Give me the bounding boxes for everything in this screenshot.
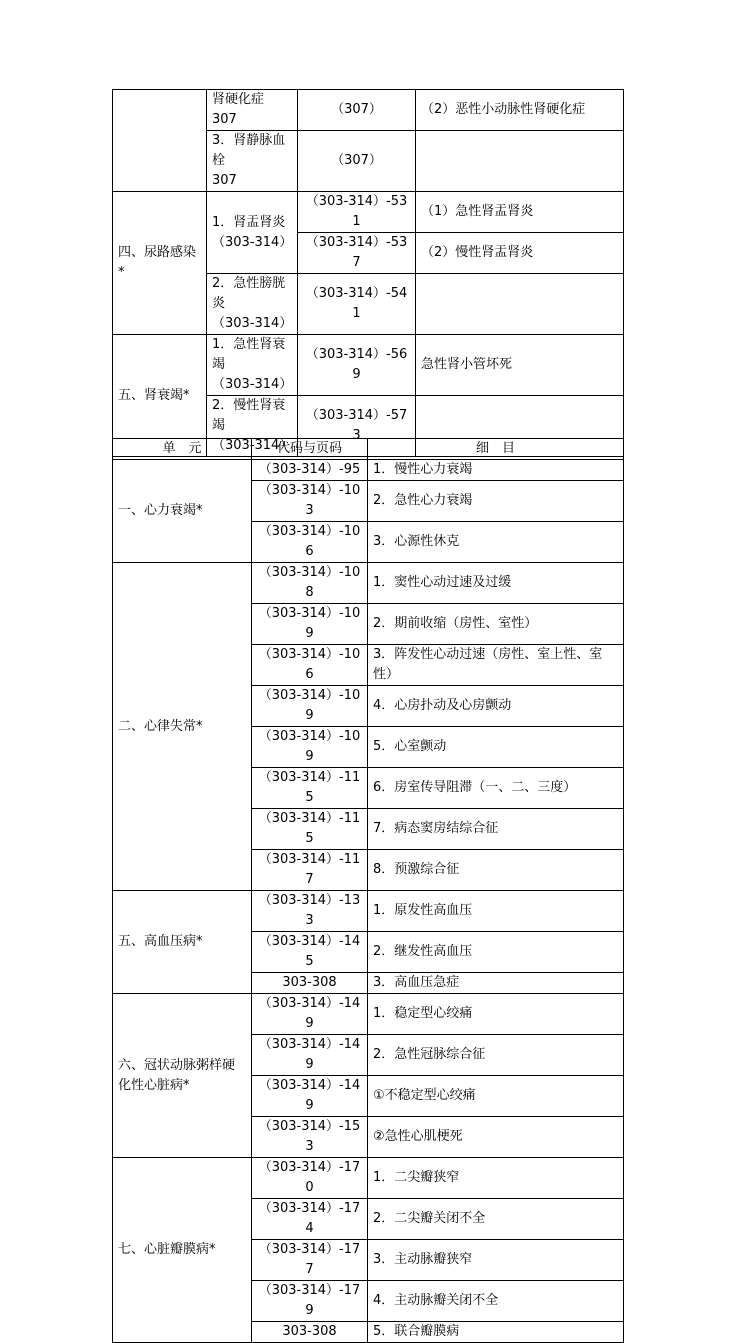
code-cell: （303-314）-117 xyxy=(252,850,368,891)
code-cell: （303-314）-115 xyxy=(252,809,368,850)
item-cell: 3．阵发性心动过速（房性、室上性、室性） xyxy=(368,645,624,686)
item-cell: 8．预激综合征 xyxy=(368,850,624,891)
item-cell: 2．急性冠脉综合征 xyxy=(368,1035,624,1076)
item-cell: （1）急性肾盂肾炎 xyxy=(416,192,624,233)
code-cell: （303-314）-109 xyxy=(252,604,368,645)
item-cell: 1．原发性高血压 xyxy=(368,891,624,932)
item-cell: ①不稳定型心绞痛 xyxy=(368,1076,624,1117)
item-cell: 2．急性心力衰竭 xyxy=(368,481,624,522)
item-cell: 3．主动脉瓣狭窄 xyxy=(368,1240,624,1281)
table-body xyxy=(113,439,624,1343)
code-cell: （303-314）-177 xyxy=(252,1240,368,1281)
code-cell: （303-314）-170 xyxy=(252,1158,368,1199)
item-cell: 4．主动脉瓣关闭不全 xyxy=(368,1281,624,1322)
table-row xyxy=(113,460,624,481)
code-cell: 303-308 xyxy=(252,973,368,994)
table-row xyxy=(113,192,624,233)
code-cell: （303-314）-109 xyxy=(252,727,368,768)
code-cell: （303-314）-149 xyxy=(252,994,368,1035)
table-row xyxy=(113,1158,624,1199)
item-cell: ②急性心肌梗死 xyxy=(368,1117,624,1158)
code-cell: （303-314）-109 xyxy=(252,686,368,727)
unit-cell-empty xyxy=(113,90,207,192)
code-cell: （303-314）-569 xyxy=(298,335,416,396)
code-cell: （303-314）-537 xyxy=(298,233,416,274)
item-cell: 2．期前收缩（房性、室性） xyxy=(368,604,624,645)
unit-cell: 一、心力衰竭* xyxy=(113,460,252,563)
subunit-cell: 1．肾盂肾炎 （303-314） xyxy=(207,192,298,274)
code-cell: （303-314）-95 xyxy=(252,460,368,481)
code-cell: （307） xyxy=(298,90,416,131)
unit-cell: 七、心脏瓣膜病* xyxy=(113,1158,252,1343)
unit-cell: 六、冠状动脉粥样硬化性心脏病* xyxy=(113,994,252,1158)
subunit-cell: 肾硬化症 307 xyxy=(207,90,298,131)
code-cell: （303-314）-115 xyxy=(252,768,368,809)
table-row xyxy=(113,994,624,1035)
item-cell: 2．二尖瓣关闭不全 xyxy=(368,1199,624,1240)
item-cell: 2．继发性高血压 xyxy=(368,932,624,973)
item-cell: 5．心室颤动 xyxy=(368,727,624,768)
item-cell: 1．慢性心力衰竭 xyxy=(368,460,624,481)
item-cell: 5．联合瓣膜病 xyxy=(368,1322,624,1343)
code-cell: （303-314）-145 xyxy=(252,932,368,973)
subunit-cell: 1．急性肾衰 竭 （303-314） xyxy=(207,335,298,396)
code-cell: （303-314）-149 xyxy=(252,1035,368,1076)
code-cell: （303-314）-573 xyxy=(298,396,416,457)
item-cell: 1．稳定型心绞痛 xyxy=(368,994,624,1035)
item-cell: 3．高血压急症 xyxy=(368,973,624,994)
header-code: 代码与页码 xyxy=(252,439,368,460)
code-cell: （303-314）-106 xyxy=(252,645,368,686)
item-cell: 4．心房扑动及心房颤动 xyxy=(368,686,624,727)
subunit-cell: 2．慢性肾衰 竭 （303-314） xyxy=(207,396,298,457)
code-cell: （303-314）-179 xyxy=(252,1281,368,1322)
header-item: 细 目 xyxy=(368,439,624,460)
unit-cell: 五、高血压病* xyxy=(113,891,252,994)
cardiovascular-disease-table xyxy=(112,438,624,1343)
subunit-cell: 2．急性膀胱 炎 （303-314） xyxy=(207,274,298,335)
unit-cell: 五、肾衰竭* xyxy=(113,335,207,457)
code-cell: （303-314）-103 xyxy=(252,481,368,522)
item-cell: 7．病态窦房结综合征 xyxy=(368,809,624,850)
code-cell: （307） xyxy=(298,131,416,192)
code-cell: （303-314）-106 xyxy=(252,522,368,563)
header-unit: 单 元 xyxy=(113,439,252,460)
item-cell: 1．二尖瓣狭窄 xyxy=(368,1158,624,1199)
header-row xyxy=(113,439,624,460)
item-cell: 1．窦性心动过速及过缓 xyxy=(368,563,624,604)
item-cell: （2）慢性肾盂肾炎 xyxy=(416,233,624,274)
code-cell: （303-314）-108 xyxy=(252,563,368,604)
code-cell: （303-314）-174 xyxy=(252,1199,368,1240)
item-cell: 6．房室传导阻滞（一、二、三度） xyxy=(368,768,624,809)
table-row xyxy=(113,90,624,131)
subunit-cell: 3．肾静脉血 栓 307 xyxy=(207,131,298,192)
item-cell: 3．心源性休克 xyxy=(368,522,624,563)
item-cell: （2）恶性小动脉性肾硬化症 xyxy=(416,90,624,131)
code-cell: （303-314）-133 xyxy=(252,891,368,932)
code-cell: （303-314）-149 xyxy=(252,1076,368,1117)
item-cell: 急性肾小管坏死 xyxy=(416,335,624,396)
item-cell xyxy=(416,274,624,335)
code-cell: （303-314）-531 xyxy=(298,192,416,233)
kidney-disease-table xyxy=(112,89,624,457)
unit-cell: 二、心律失常* xyxy=(113,563,252,891)
item-cell xyxy=(416,131,624,192)
table-row xyxy=(113,335,624,396)
unit-cell: 四、尿路感染 * xyxy=(113,192,207,335)
code-cell: 303-308 xyxy=(252,1322,368,1343)
code-cell: （303-314）-153 xyxy=(252,1117,368,1158)
table-row xyxy=(113,891,624,932)
table-row xyxy=(113,563,624,604)
code-cell: （303-314）-541 xyxy=(298,274,416,335)
